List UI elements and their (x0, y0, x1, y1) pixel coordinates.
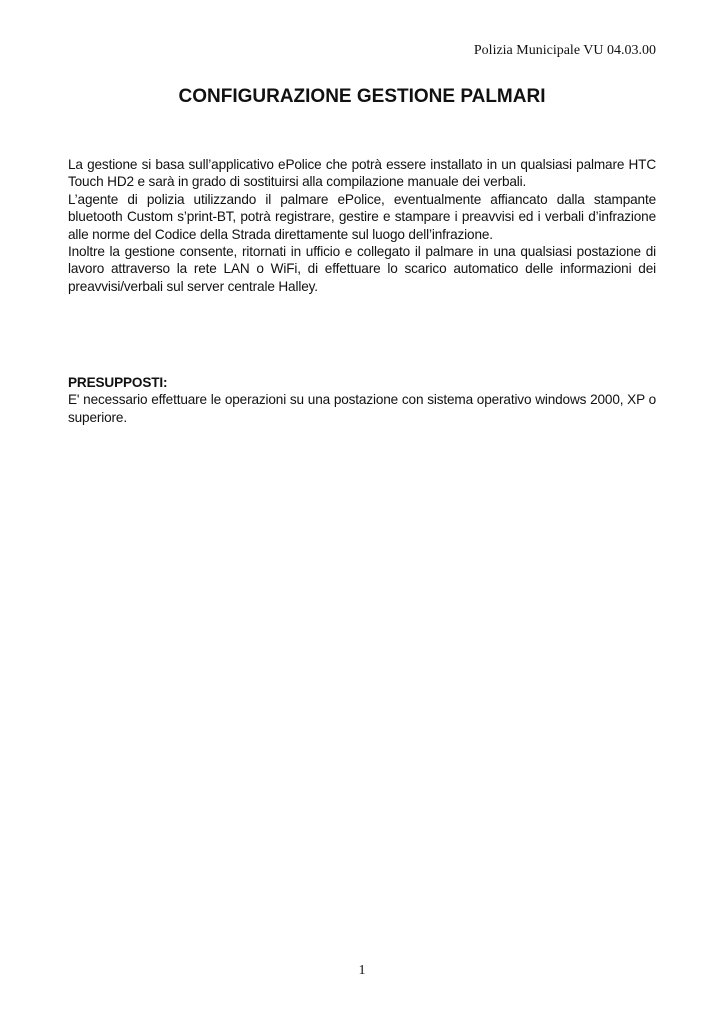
page-header: Polizia Municipale VU 04.03.00 (473, 43, 656, 58)
paragraph: Inoltre la gestione consente, ritornati in ufficio e collegato il palmare in una qualsiasi postazione di lavoro attraverso la rete LAN o WiFi, di effettuare lo scarico automatico delle informazioni dei preavvisi/verbali sul server centrale Halley. (68, 244, 656, 294)
paragraph: E' necessario effettuare le operazioni su una postazione con sistema operativo windows 2000, XP o superiore. (68, 392, 656, 425)
presupposti-section (68, 374, 656, 426)
page-number: 1 (358, 963, 366, 978)
intro-section (68, 156, 656, 295)
paragraph: La gestione si basa sull’applicativo ePolice che potrà essere installato in un qualsiasi palmare HTC Touch HD2 e sarà in grado di sostituirsi alla compilazione manuale dei verbali. (68, 157, 656, 190)
paragraph: L’agente di polizia utilizzando il palmare ePolice, eventualmente affiancato dalla stampante bluetooth Custom s’print-BT, potrà registrare, gestire e stampare i preavvisi ed i verbali d’infrazione alle norme del Codice della Strada direttamente sul luogo dell’infrazione. (68, 191, 656, 242)
section-heading: PRESUPPOSTI: (68, 375, 168, 390)
document-title: CONFIGURAZIONE GESTIONE PALMARI (178, 86, 546, 107)
